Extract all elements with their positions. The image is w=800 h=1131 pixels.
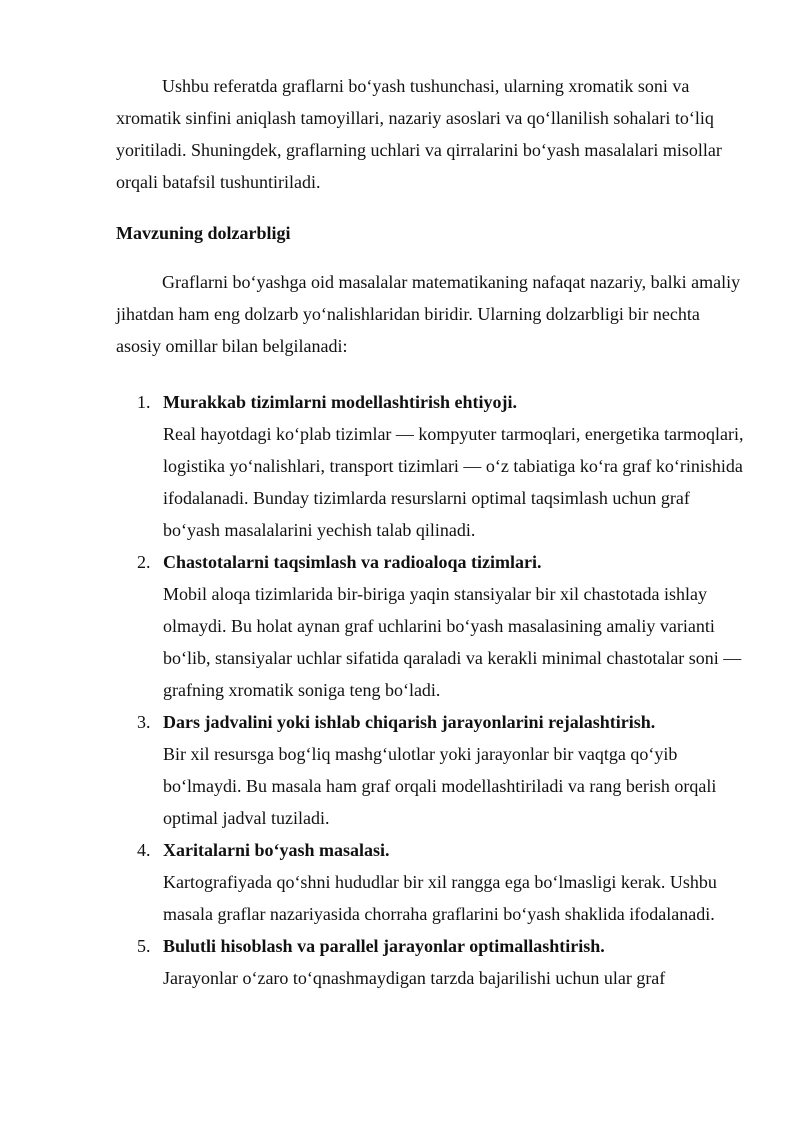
numbered-list bbox=[116, 386, 744, 994]
list-item bbox=[116, 834, 744, 930]
list-item-body: Jarayonlar o‘zaro to‘qnashmaydigan tarzda bajarilishi uchun ular graf bbox=[163, 968, 666, 988]
document-page bbox=[116, 70, 744, 994]
list-item-number: 2. bbox=[137, 552, 151, 572]
list-item-number: 5. bbox=[137, 936, 151, 956]
list-item-title: Dars jadvalini yoki ishlab chiqarish jarayonlarini rejalashtirish. bbox=[163, 712, 656, 732]
list-item bbox=[116, 930, 744, 994]
list-item bbox=[116, 386, 744, 546]
list-item bbox=[116, 546, 744, 706]
list-item bbox=[116, 706, 744, 834]
list-item-title: Bulutli hisoblash va parallel jarayonlar optimallashtirish. bbox=[163, 936, 605, 956]
list-item-body: Bir xil resursga bog‘liq mashg‘ulotlar yoki jarayonlar bir vaqtga qo‘yib bo‘lmaydi. Bu masala ham graf orqali modellashtiriladi va rang berish orqali optimal jadval tuziladi. bbox=[163, 744, 717, 828]
list-item-number: 3. bbox=[137, 712, 151, 732]
list-item-title: Xaritalarni bo‘yash masalasi. bbox=[163, 840, 390, 860]
list-item-number: 4. bbox=[137, 840, 151, 860]
list-item-body: Mobil aloqa tizimlarida bir-biriga yaqin stansiyalar bir xil chastotada ishlay olmaydi. Bu holat aynan graf uchlarini bo‘yash masalasining amaliy varianti bo‘lib, stansiyalar uchlar sifatida qaraladi va kerakli minimal chastotalar soni — grafning xromatik soniga teng bo‘ladi. bbox=[163, 584, 742, 700]
list-item-title: Murakkab tizimlarni modellashtirish ehtiyoji. bbox=[163, 392, 518, 412]
intro-paragraph: Ushbu referatda graflarni bo‘yash tushunchasi, ularning xromatik soni va xromatik sinfini aniqlash tamoyillari, nazariy asoslari va qo‘llanilish sohalari to‘liq yoritiladi. Shuningdek, graflarning uchlari va qirralarini bo‘yash masalalari misollar orqali batafsil tushuntiriladi. bbox=[116, 76, 722, 192]
section-paragraph: Graflarni bo‘yashga oid masalalar matematikaning nafaqat nazariy, balki amaliy jihatdan ham eng dolzarb yo‘nalishlaridan biridir. Ularning dolzarbligi bir nechta asosiy omillar bilan belgilanadi: bbox=[116, 272, 741, 356]
section-heading: Mavzuning dolzarbligi bbox=[116, 223, 291, 243]
spacer bbox=[116, 362, 744, 386]
list-item-number: 1. bbox=[137, 392, 151, 412]
list-item-body: Kartografiyada qo‘shni hududlar bir xil rangga ega bo‘lmasligi kerak. Ushbu masala graflar nazariyasida chorraha graflarini bo‘yash shaklida ifodalanadi. bbox=[163, 872, 717, 924]
list-item-body: Real hayotdagi ko‘plab tizimlar — kompyuter tarmoqlari, energetika tarmoqlari, logistika yo‘nalishlari, transport tizimlari — o‘z tabiatiga ko‘ra graf ko‘rinishida ifodalanadi. Bunday tizimlarda resurslarni optimal taqsimlash uchun graf bo‘yash masalalarini yechish talab qilinadi. bbox=[163, 424, 744, 540]
list-item-title: Chastotalarni taqsimlash va radioaloqa tizimlari. bbox=[163, 552, 542, 572]
